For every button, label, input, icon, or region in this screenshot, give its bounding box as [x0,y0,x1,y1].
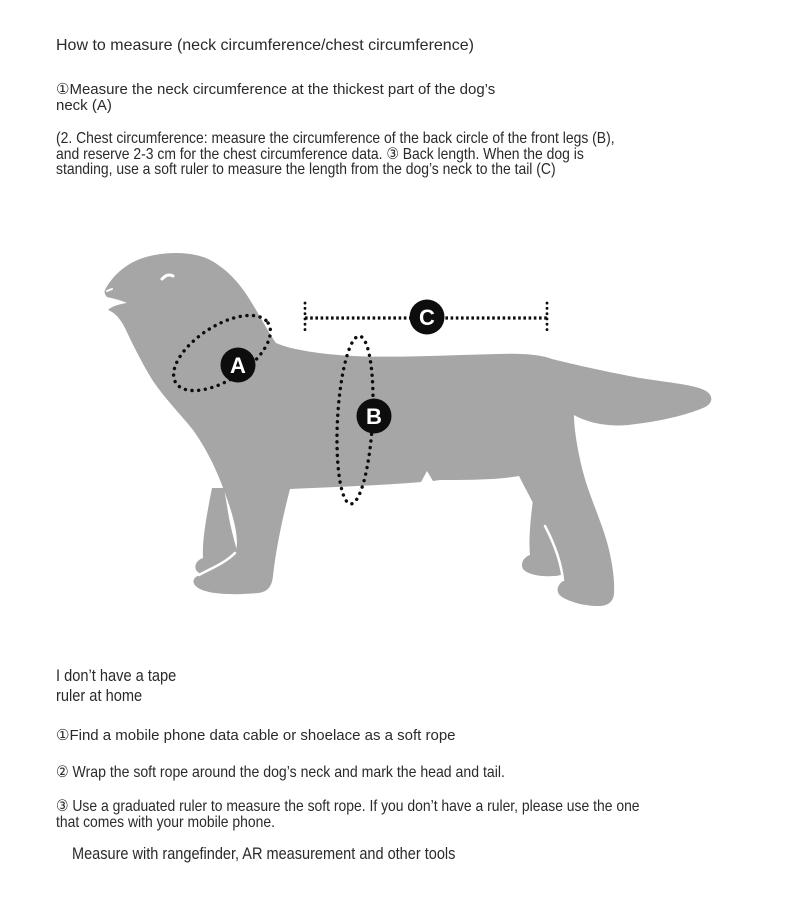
measure-step1-text [56,82,495,113]
neck-marker-label: A [230,353,246,378]
no-tape-heading-line1: I don’t have a tape [56,666,177,685]
measure-step2-line3: standing, use a soft ruler to measure the length from the dog’s neck to the tail (C) [56,161,556,178]
dog-body [105,253,712,606]
no-tape-step1-text: ①Find a mobile phone data cable or shoelace as a soft rope [56,727,456,744]
rangefinder-tip-text [72,846,508,863]
measure-step1-line1: ①Measure the neck circumference at the thickest part of the dog’s [56,81,496,98]
dog-silhouette [105,253,712,606]
back-length-marker-label: C [419,305,435,330]
page-title: How to measure (neck circumference/chest circumference) [56,37,474,54]
no-tape-step3-line1: ③ Use a graduated ruler to measure the soft rope. If you don’t have a ruler, please use the one [56,798,640,815]
rangefinder-tip-line: Measure with rangefinder, AR measurement and other tools [72,845,456,863]
no-tape-step2-line1: ② Wrap the soft rope around the dog’s neck and mark the head and tail. [56,764,505,781]
no-tape-heading-line2: ruler at home [56,685,143,705]
no-tape-step3-text [56,799,727,830]
measure-step1-line2: neck (A) [56,96,112,114]
measure-step2-line1: (2. Chest circumference: measure the circumference of the back circle of the front legs (B), [56,130,615,147]
measure-step2-line2: and reserve 2-3 cm for the chest circumference data. ③ Back length. When the dog is [56,145,584,163]
dog-measurement-diagram [100,250,720,610]
no-tape-step2-text [56,765,566,781]
no-tape-step3-line2: that comes with your mobile phone. [56,813,275,831]
chest-marker-label: B [366,404,382,429]
no-tape-heading [56,666,196,705]
measure-step2-text [56,131,698,178]
